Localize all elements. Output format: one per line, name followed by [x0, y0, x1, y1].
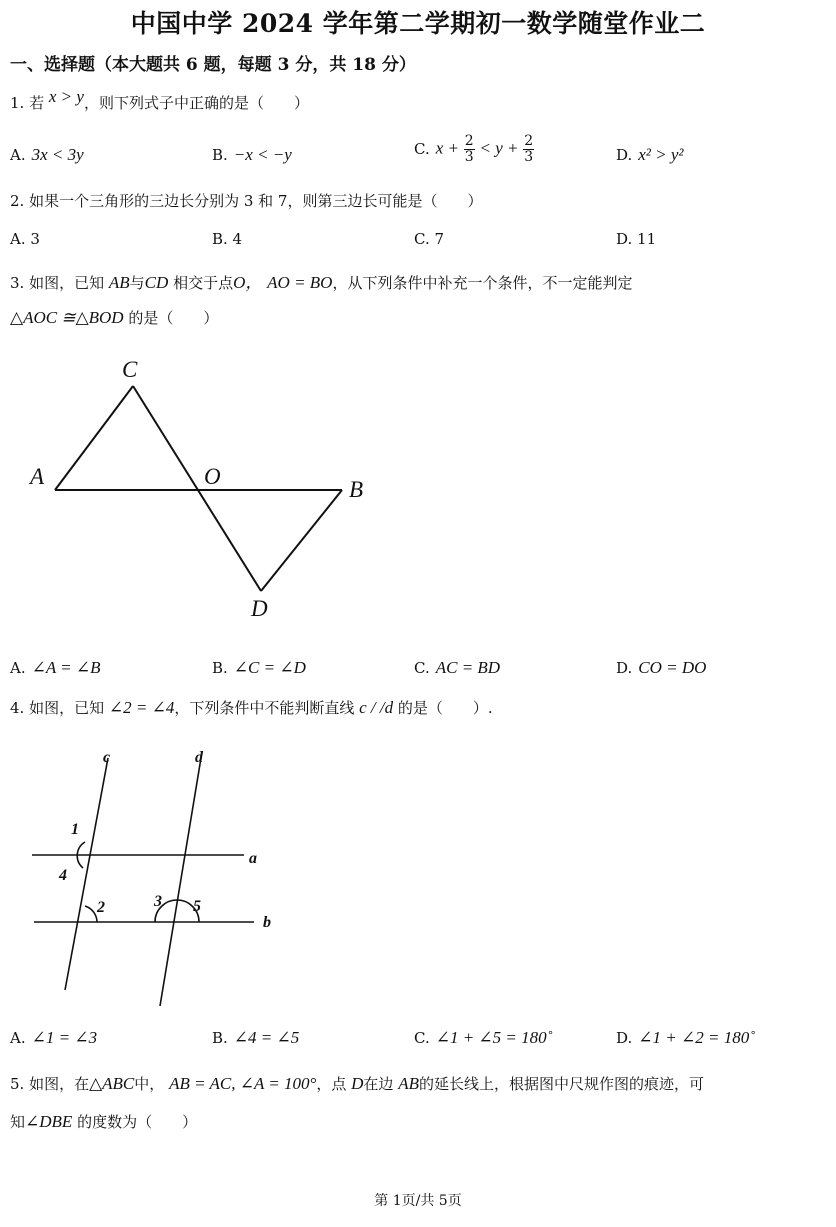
q4-option-b[interactable]: B. ∠4 = ∠5 — [212, 1028, 300, 1047]
label-d: D — [251, 596, 268, 621]
q1-option-d[interactable]: D. x² > y² — [616, 145, 684, 164]
q3-figure — [20, 350, 380, 630]
label-c: C — [122, 357, 138, 382]
q1-option-b[interactable]: B. −x < −y — [212, 145, 292, 164]
q3-option-a[interactable]: A. ∠A = ∠B — [10, 658, 101, 677]
q3-option-c[interactable]: C. AC = BD — [414, 658, 501, 677]
q4-option-c[interactable]: C. ∠1 + ∠5 = 180˚ — [414, 1028, 553, 1047]
q1-post: ，则下列式子中正确的是（ ） — [83, 94, 309, 112]
section-heading: 一、选择题（本大题共 6 题，每题 3 分，共 18 分） — [10, 55, 416, 75]
q4-option-d[interactable]: D. ∠1 + ∠2 = 180˚ — [616, 1028, 755, 1047]
angle-5-label: 5 — [193, 898, 201, 915]
q1-pre: 若 — [29, 94, 45, 112]
q2-option-c[interactable]: C. 7 — [414, 230, 445, 248]
question-5-line2: 知∠DBE 的度数为（ ） — [10, 1112, 198, 1131]
question-1 — [10, 87, 309, 113]
label-o: O — [204, 464, 221, 489]
question-5-line1: 5. 如图，在△ABC中， AB = AC, ∠A = 100°，点 D在边 AB的延长线上，根据图中尺规作图的痕迹，可 — [10, 1074, 704, 1093]
angle-2-label: 2 — [97, 899, 105, 916]
fraction: $\frac{2}{3}$ — [464, 133, 474, 165]
page-footer: 第 1页/共 5页 — [374, 1193, 462, 1209]
label-c: c — [103, 749, 111, 766]
q4-figure — [28, 742, 288, 1012]
q4-option-a[interactable]: A. ∠1 = ∠3 — [10, 1028, 98, 1047]
q2-option-d[interactable]: D. 11 — [616, 230, 657, 248]
label-d: d — [195, 749, 203, 766]
q2-option-a[interactable]: A. 3 — [10, 230, 40, 248]
q1-number: 1. — [10, 94, 25, 112]
label-a: A — [30, 464, 45, 489]
fraction: $\frac{2}{3}$ — [524, 133, 534, 165]
question-4: 4. 如图，已知 ∠2 = ∠4，下列条件中不能判断直线 c / /d 的是（ ）. — [10, 698, 493, 717]
angle-1-label: 1 — [71, 821, 79, 838]
q3-option-b[interactable]: B. ∠C = ∠D — [212, 658, 306, 677]
label-b: b — [263, 914, 271, 931]
angle-4-label: 4 — [59, 867, 67, 884]
question-3-line2: △AOC ≅△BOD 的是（ ） — [10, 308, 219, 327]
q2-option-b[interactable]: B. 4 — [212, 230, 243, 248]
question-2: 2. 如果一个三角形的三边长分别为 3 和 7，则第三边长可能是（ ） — [10, 192, 483, 210]
q1-condition: x > y — [48, 87, 84, 106]
label-b: B — [349, 477, 364, 502]
q1-option-a[interactable]: A. 3x < 3y — [10, 145, 84, 164]
label-a: a — [249, 850, 257, 867]
page-title: 中国中学 2024 学年第二学期初一数学随堂作业二 — [130, 9, 706, 38]
q3-option-d[interactable]: D. CO = DO — [616, 658, 707, 677]
question-3-line1: 3. 如图，已知 AB与CD 相交于点O， AO = BO，从下列条件中补充一个条件，不一定能判定 — [10, 273, 633, 292]
q1-option-c[interactable]: C. x + $\frac{2}{3}$ < y + $\frac{2}{3}$ — [414, 133, 534, 165]
angle-3-label: 3 — [154, 893, 162, 910]
